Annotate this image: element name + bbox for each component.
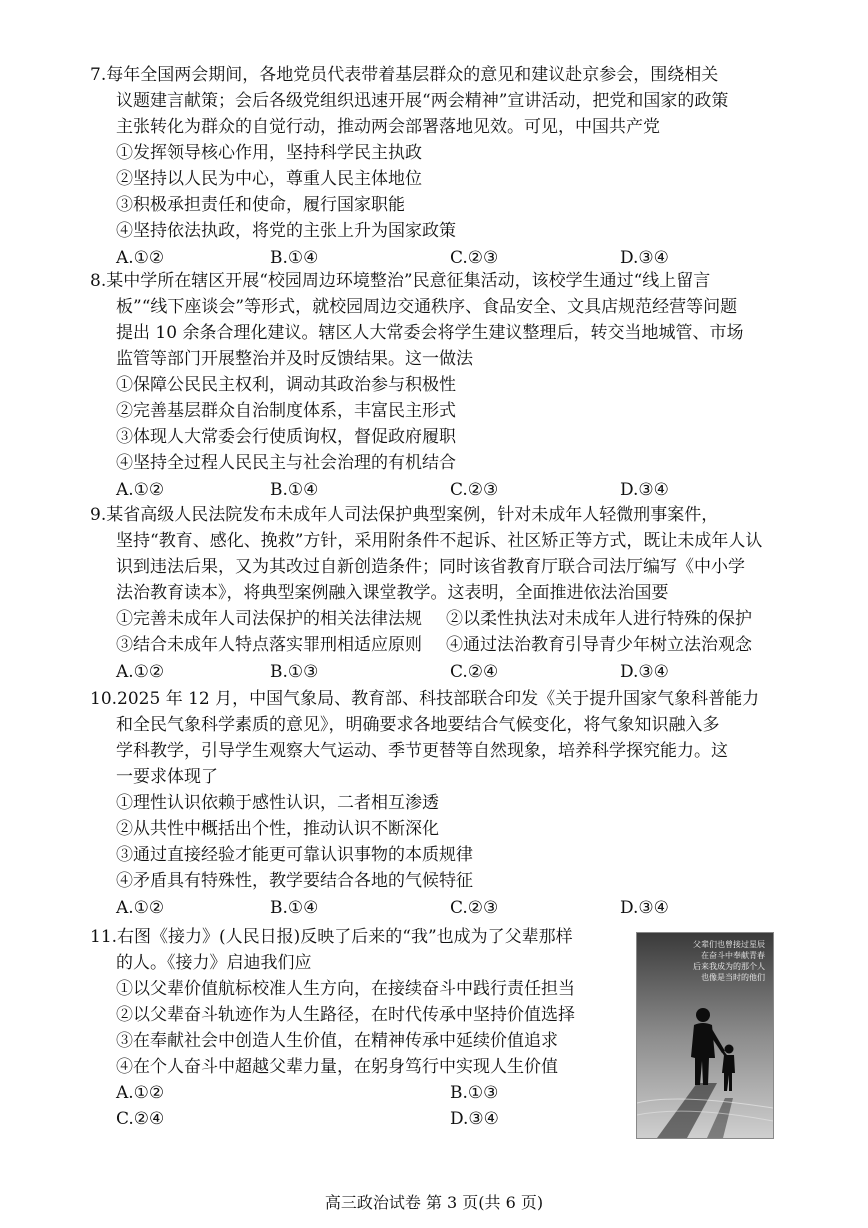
q9-option-a[interactable]: A.①② — [116, 662, 165, 682]
q7-option-c[interactable]: C.②③ — [450, 248, 499, 268]
q11-option-b[interactable]: B.①③ — [450, 1083, 499, 1103]
question-11 — [90, 924, 620, 1132]
q9-option-b[interactable]: B.①③ — [270, 662, 319, 682]
question-9 — [90, 502, 790, 686]
q7-item: ①发挥领导核心作用，坚持科学民主执政 — [116, 143, 422, 163]
q11-option-c[interactable]: C.②④ — [116, 1109, 165, 1129]
question-10 — [90, 686, 790, 922]
q7-stem-line: 议题建言献策；会后各级党组织迅速开展“两会精神”宣讲活动，把党和国家的政策 — [116, 91, 729, 111]
q7-stem-line: 7.每年全国两会期间，各地党员代表带着基层群众的意见和建议赴京参会，围绕相关 — [90, 65, 719, 85]
q9-item: ③结合未成年人特点落实罪刑相适应原则 — [116, 635, 422, 655]
q7-item: ④坚持依法执政，将党的主张上升为国家政策 — [116, 221, 456, 241]
q9-option-c[interactable]: C.②④ — [450, 662, 499, 682]
q7-item: ②坚持以人民为中心，尊重人民主体地位 — [116, 169, 422, 189]
q11-option-d[interactable]: D.③④ — [450, 1109, 499, 1129]
q11-item: ④在个人奋斗中超越父辈力量，在躬身笃行中实现人生价值 — [116, 1057, 558, 1077]
q8-options — [90, 476, 790, 504]
question-8 — [90, 268, 790, 504]
q8-stem-line: 提出 10 余条合理化建议。辖区人大常委会将学生建议整理后，转交当地城管、市场 — [116, 323, 744, 343]
q9-items-row — [90, 632, 790, 658]
q10-stem-line: 一要求体现了 — [116, 767, 218, 787]
father-child-silhouette-icon — [637, 933, 773, 1138]
q9-items-row — [90, 606, 790, 632]
figure-caption: 父辈们也曾接过星辰 在奋斗中奉献青春 后来我成为的那个人 也像是当时的他们 — [693, 940, 765, 982]
q10-item: ①理性认识依赖于感性认识，二者相互渗透 — [116, 793, 439, 813]
q7-option-b[interactable]: B.①④ — [270, 248, 319, 268]
q10-option-a[interactable]: A.①② — [116, 898, 165, 918]
q10-stem-line: 和全民气象科学素质的意见》，明确要求各地要结合气候变化，将气象知识融入多 — [116, 715, 720, 735]
q8-option-c[interactable]: C.②③ — [450, 480, 499, 500]
q10-stem-line: 学科教学，引导学生观察大气运动、季节更替等自然现象，培养科学探究能力。这 — [116, 741, 728, 761]
q10-item: ④矛盾具有特殊性，教学要结合各地的气候特征 — [116, 871, 473, 891]
q8-item: ③体现人大常委会行使质询权，督促政府履职 — [116, 427, 456, 447]
q7-stem-line: 主张转化为群众的自觉行动，推动两会部署落地见效。可见，中国共产党 — [116, 117, 660, 137]
q7-option-a[interactable]: A.①② — [116, 248, 165, 268]
q8-option-a[interactable]: A.①② — [116, 480, 165, 500]
q9-stem-line: 识到违法后果，又为其改过自新创造条件；同时该省教育厅联合司法厅编写《中小学 — [116, 557, 745, 577]
q10-stem-line: 10.2025 年 12 月，中国气象局、教育部、科技部联合印发《关于提升国家气象科普能力 — [90, 689, 760, 709]
question-7 — [90, 62, 790, 272]
q9-item: ④通过法治教育引导青少年树立法治观念 — [446, 635, 752, 655]
q8-stem-line: 板”“线下座谈会”等形式，就校园周边交通秩序、食品安全、文具店规范经营等问题 — [116, 297, 738, 317]
q7-item: ③积极承担责任和使命，履行国家职能 — [116, 195, 405, 215]
page-footer: 高三政治试卷 第 3 页(共 6 页) — [324, 1193, 544, 1212]
q11-option-a[interactable]: A.①② — [116, 1083, 165, 1103]
q8-item: ①保障公民民主权利，调动其政治参与积极性 — [116, 375, 456, 395]
q10-item: ③通过直接经验才能更可靠认识事物的本质规律 — [116, 845, 473, 865]
q11-item: ③在奉献社会中创造人生价值，在精神传承中延续价值追求 — [116, 1031, 558, 1051]
q9-stem-line: 坚持“教育、感化、挽救”方针，采用附条件不起诉、社区矫正等方式，既让未成年人认 — [116, 531, 763, 551]
q9-stem-line: 法治教育读本》，将典型案例融入课堂教学。这表明，全面推进依法治国要 — [116, 583, 669, 603]
q10-item: ②从共性中概括出个性，推动认识不断深化 — [116, 819, 439, 839]
q10-option-c[interactable]: C.②③ — [450, 898, 499, 918]
q11-stem-line: 的人。《接力》启迪我们应 — [116, 953, 312, 973]
q7-option-d[interactable]: D.③④ — [620, 248, 669, 268]
q11-item: ②以父辈奋斗轨迹作为人生路径，在时代传承中坚持价值选择 — [116, 1005, 575, 1025]
q8-stem-line: 监管等部门开展整治并及时反馈结果。这一做法 — [116, 349, 473, 369]
q9-options — [90, 658, 790, 686]
q8-item: ④坚持全过程人民民主与社会治理的有机结合 — [116, 453, 456, 473]
q9-stem-line: 9.某省高级人民法院发布未成年人司法保护典型案例，针对未成年人轻微刑事案件， — [90, 505, 719, 525]
q8-option-b[interactable]: B.①④ — [270, 480, 319, 500]
q10-option-d[interactable]: D.③④ — [620, 898, 669, 918]
q11-stem-line: 11.右图《接力》(人民日报)反映了后来的“我”也成为了父辈那样 — [90, 927, 573, 947]
q10-options — [90, 894, 790, 922]
q8-option-d[interactable]: D.③④ — [620, 480, 669, 500]
q11-options-row — [90, 1106, 620, 1132]
q10-option-b[interactable]: B.①④ — [270, 898, 319, 918]
q11-options-row — [90, 1080, 620, 1106]
q8-item: ②完善基层群众自治制度体系，丰富民主形式 — [116, 401, 456, 421]
q9-item: ①完善未成年人司法保护的相关法律法规 — [116, 609, 422, 629]
q11-item: ①以父辈价值航标校准人生方向，在接续奋斗中践行责任担当 — [116, 979, 575, 999]
q9-item: ②以柔性执法对未成年人进行特殊的保护 — [446, 609, 752, 629]
q9-option-d[interactable]: D.③④ — [620, 662, 669, 682]
relay-illustration — [636, 932, 774, 1139]
q8-stem-line: 8.某中学所在辖区开展“校园周边环境整治”民意征集活动，该校学生通过“线上留言 — [90, 271, 711, 291]
